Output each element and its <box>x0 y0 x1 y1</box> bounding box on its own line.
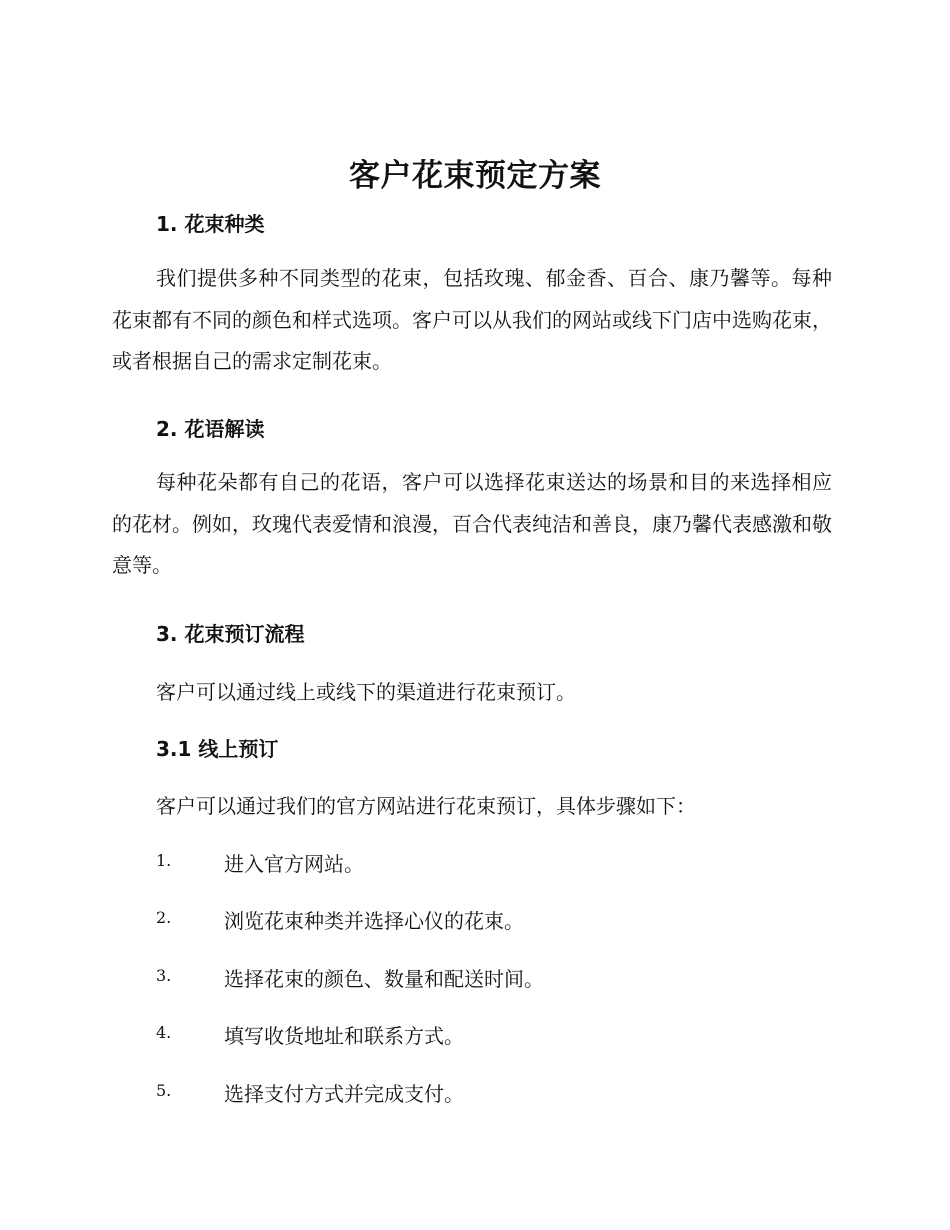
section-heading-flower-language: 2. 花语解读 <box>156 417 265 441</box>
step-number: 3. <box>156 966 172 985</box>
section-heading-flower-types: 1. 花束种类 <box>156 212 265 236</box>
step-text: 选择花束的颜色、数量和配送时间。 <box>224 967 544 991</box>
paragraph-flower-language: 每种花朵都有自己的花语，客户可以选择花束送达的场景和目的来选择相应的花材。例如，玫瑰代表爱情和浪漫，百合代表纯洁和善良，康乃馨代表感激和敬意等。 <box>112 470 832 577</box>
section-heading-online-booking: 3.1 线上预订 <box>156 737 279 761</box>
step-number: 2. <box>156 908 172 927</box>
step-number: 5. <box>156 1081 172 1100</box>
section-heading-booking-process: 3. 花束预订流程 <box>156 622 305 646</box>
paragraph-online-booking: 客户可以通过我们的官方网站进行花束预订，具体步骤如下： <box>156 794 696 818</box>
step-text: 填写收货地址和联系方式。 <box>224 1024 464 1048</box>
step-text: 浏览花束种类并选择心仪的花束。 <box>224 909 524 933</box>
step-number: 1. <box>156 851 172 870</box>
step-text: 进入官方网站。 <box>224 852 364 876</box>
step-number: 4. <box>156 1023 172 1042</box>
step-text: 选择支付方式并完成支付。 <box>224 1082 464 1106</box>
paragraph-flower-types: 我们提供多种不同类型的花束，包括玫瑰、郁金香、百合、康乃馨等。每种花束都有不同的颜色和样式选项。客户可以从我们的网站或线下门店中选购花束，或者根据自己的需求定制花束。 <box>112 266 832 373</box>
page-title: 客户花束预定方案 <box>349 158 601 194</box>
paragraph-booking-process: 客户可以通过线上或线下的渠道进行花束预订。 <box>156 680 576 704</box>
